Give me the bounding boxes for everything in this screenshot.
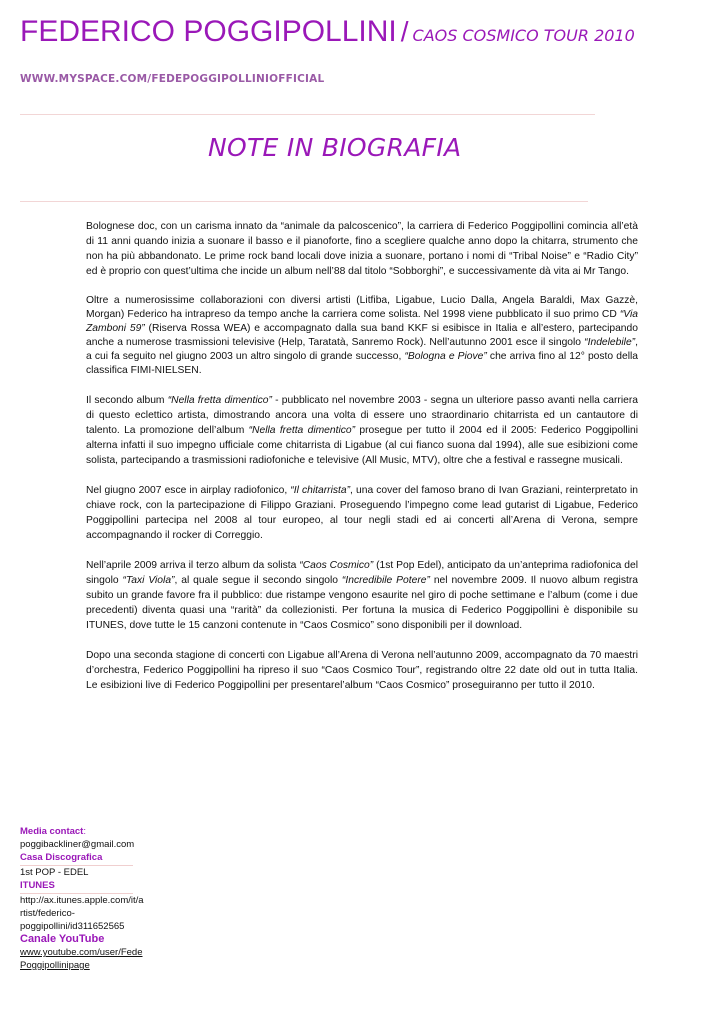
section-title: NOTE IN BIOGRAFIA [208,133,462,162]
bio-paragraph-1: Bolognese doc, con un carisma innato da “animale da palcoscenico”, la carriera di Federico Poggipollini comincia all’età di 11 anni quando inizia a suonare il basso e il pianoforte, fino a scegliere qualche anno dopo la chitarra, strumento che non ha più abbandonato. Le prime rock band locali dove inizia a suonare, portano i nomi di “Tribal Noise” e “Radio City” ed è proprio con quest’ultima che incide un album nell’88 dal titolo “Sobborghi”, e successivamente dà vita ai Mr Tango. [86,221,638,277]
bio-paragraph-6: Dopo una seconda stagione di concerti con Ligabue all’Arena di Verona nell’autunno 2009, accompagnato da 70 maestri d’orchestra, Federico Poggipollini ha ripreso il suo “Caos Cosmico Tour”, registrando oltre 22 date old out in tutta Italia. Le esibizioni live di Federico Poggipollini per presentarel’album “Caos Cosmico” proseguiranno per tutto il 2010. [86,650,638,691]
title-separator: / [400,16,409,47]
divider-top [20,114,595,115]
bio-paragraph-4: Nel giugno 2007 esce in airplay radiofonico, “Il chitarrista”, una cover del famoso brano di Ivan Graziani, reinterpretato in chiave rock, con la partecipazione di Filippo Graziani. Proseguendo l’impegno come lead gutarist di Ligabue, Federico Poggipollini partecipa nel 2008 al tour europeo, al tour negli stadi ed ai concerti all’Arena di Verona, sempre accompagnando il rocker di Correggio. [86,485,639,541]
bio-paragraph-3: Il secondo album “Nella fretta dimentico” - pubblicato nel novembre 2003 - segna un ulteriore passo avanti nella carriera di questo eclettico artista, dimostrando ancora una volta di essere uno straordinario chitarrista ed un cantautore di talento. La promozione dell’album “Nella fretta dimentico” prosegue per tutto il 2004 ed il 2005: Federico Poggipollini alterna infatti il suo impegno ufficiale come chitarrista di Ligabue (al cui fianco suona dal 1994), alle sue esibizioni come solista, partecipando a trasmissioni radiofoniche e televisive (All Music, MTV), oltre che a festival e rassegne musicali. [86,395,639,466]
record-label-label: Casa Discografica [20,852,103,863]
youtube-url[interactable]: www.youtube.com/user/Fede Poggipollinipage [20,947,143,971]
tour-name: CAOS COSMICO TOUR 2010 [412,26,635,45]
bio-paragraph-2: Oltre a numerosissime collaborazioni con diversi artisti (Litfiba, Ligabue, Lucio Dalla, Angela Baraldi, Max Gazzè, Morgan) Federico ha intrapreso da tempo anche la carriera come solista. Nel 1998 viene pubblicato il suo primo CD “Via Zamboni 59” (Riserva Rossa WEA) e accompagnato dalla sua band KKF si esibisce in Italia e all’estero, partecipando anche a numerose trasmissioni televisive (Help, Taratatà, Sanremo Rock). Nell’autunno 2001 esce il singolo “Indelebile”, a cui fa seguito nel giugno 2003 un altro singolo di grande successo, “Bologna e Piove” che arriva fino al 12° posto della classifica FIMI-NIELSEN. [86,295,638,376]
media-contact-email[interactable]: poggibackliner@gmail.com [20,839,135,850]
itunes-label: ITUNES [20,880,55,891]
media-contact-label: Media contact: [20,826,86,837]
header-title [20,12,635,56]
website-link[interactable]: WWW.MYSPACE.COM/FEDEPOGGIPOLLINIOFFICIAL [20,73,325,85]
artist-name: FEDERICO POGGIPOLLINI [20,15,397,48]
biography-text [86,219,638,708]
bio-paragraph-5: Nell’aprile 2009 arriva il terzo album da solista “Caos Cosmico” (1st Pop Edel), anticipato da un’anteprima radiofonica del singolo “Taxi Viola”, al quale segue il secondo singolo “Incredibile Potere” nel novembre 2009. Il nuovo album registra subito un grande favore fra il pubblico: due ristampe vengono esaurite nel giro di poche settimane e l’album (come i due precedenti) diventa quasi una “rarità” da collezionisti. Per fortuna la musica di Federico Poggipollini è disponibile su ITUNES, dove tutte le 15 canzoni contenute in “Caos Cosmico” sono disponibili per il download. [86,560,638,631]
divider-bottom [20,201,588,202]
contacts-block [20,825,160,972]
record-label-value: 1st POP - EDEL [20,867,89,878]
itunes-url[interactable]: http://ax.itunes.apple.com/it/a rtist/federico- poggipollini/id311652565 [20,895,144,932]
youtube-label: Canale YouTube [20,933,105,945]
